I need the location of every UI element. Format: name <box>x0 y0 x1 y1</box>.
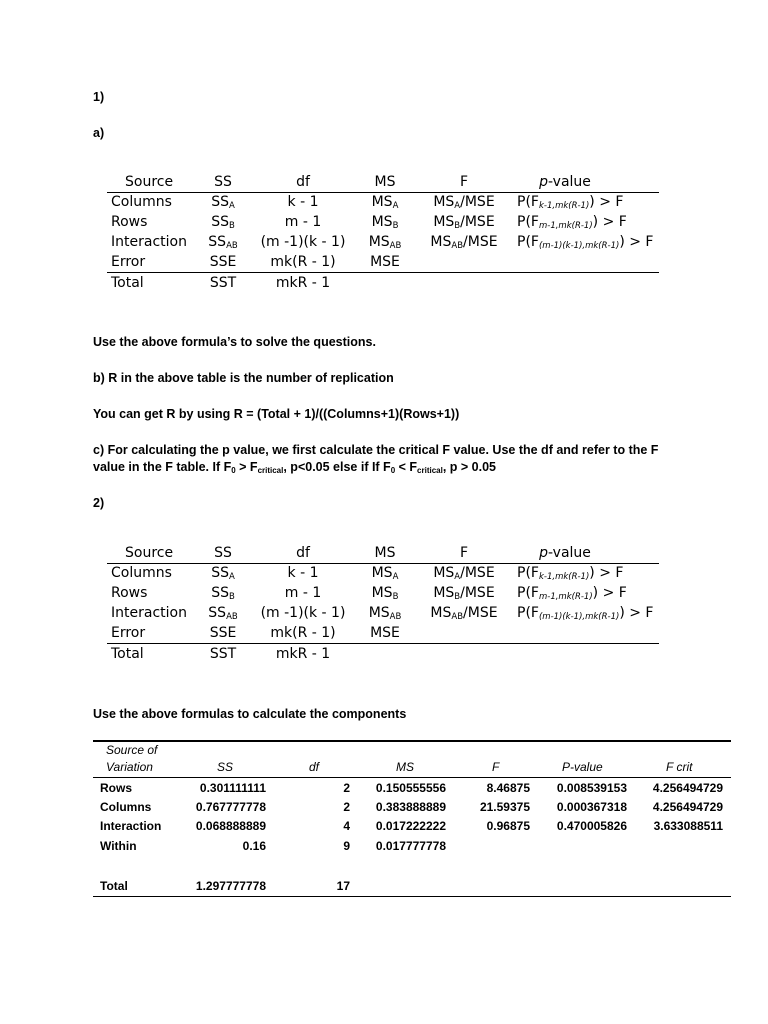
anova-row-pvalue: 0.470005826 <box>556 819 627 833</box>
anova-header-ms: MS <box>396 760 414 774</box>
anova-row-ms: 0.017222222 <box>375 819 446 833</box>
formula-row <box>107 273 659 293</box>
formula-ss: $SS_{AB}$ <box>208 605 238 622</box>
formula-df: k - 1 <box>287 194 319 210</box>
anova-row-pvalue: 0.000367318 <box>556 800 627 814</box>
formula-ms: $MS_A$ <box>371 565 399 582</box>
formula-row <box>107 212 659 232</box>
formula-header-pvalue: p-value <box>539 545 591 561</box>
r-formula-text: You can get R by using R = (Total + 1)/((Columns+1)(Rows+1)) <box>93 407 460 421</box>
formula-df: k - 1 <box>287 565 319 581</box>
formula-df: m - 1 <box>284 585 322 601</box>
formula-ss: SSE <box>209 254 237 270</box>
anova-row-fcrit: 4.256494729 <box>652 781 723 795</box>
anova-bottom-rule <box>93 896 731 897</box>
formula-ss: $SS_{AB}$ <box>208 234 238 251</box>
anova-header-source-2: Variation <box>106 760 153 774</box>
formula-row <box>107 252 659 272</box>
anova-row-f: 0.96875 <box>486 819 530 833</box>
formula-row <box>107 583 659 603</box>
formula-pvalue: $P(F_{k-1,mk(R-1)}) > F$ <box>517 565 624 582</box>
formula-pvalue: $P(F_{k-1,mk(R-1)}) > F$ <box>517 194 624 211</box>
anova-header-pvalue: P-value <box>562 760 603 774</box>
formula-df: mk(R - 1) <box>270 254 336 270</box>
anova-row-f: 8.46875 <box>486 781 530 795</box>
anova-total-ss: 1.297777778 <box>195 879 266 893</box>
formula-source: Interaction <box>111 234 187 250</box>
anova-row-ss: 0.068888889 <box>195 819 266 833</box>
formula-df: mk(R - 1) <box>270 625 336 641</box>
formula-source: Interaction <box>111 605 187 621</box>
formula-ss: SST <box>209 646 237 662</box>
part-c-text: c) For calculating the p value, we first calculate the critical F value. Use the df and refer to the F value in the F table. If $F_0 > F_{critical}$, p<0.05 else if If $F_0 < F_{critical}$, p > 0.05 <box>93 443 659 475</box>
anova-header-fcrit: F crit <box>666 760 693 774</box>
formula-total-rule <box>107 272 659 273</box>
formula-source: Total <box>111 646 144 662</box>
anova-row-ss: 0.301111111 <box>199 781 266 795</box>
formula-row <box>107 644 659 664</box>
part-b-text: b) R in the above table is the number of replication <box>93 371 394 385</box>
formula-header-df: df <box>296 545 310 561</box>
anova-row-f: 21.59375 <box>479 800 530 814</box>
anova-row-ss: 0.16 <box>242 839 266 853</box>
formula-ss: SST <box>209 275 237 291</box>
formula-row <box>107 563 659 583</box>
anova-row-name: Rows <box>100 781 133 795</box>
formula-header-ss: SS <box>214 545 232 561</box>
formula-df: (m -1)(k - 1) <box>260 234 346 250</box>
anova-row-ms: 0.150555556 <box>375 781 446 795</box>
formula-header-row <box>107 543 659 563</box>
formula-total-rule <box>107 643 659 644</box>
anova-row-df: 9 <box>343 839 350 853</box>
formula-pvalue: $P(F_{m-1,mk(R-1)}) > F$ <box>517 214 627 231</box>
formula-ss: $SS_A$ <box>211 565 235 582</box>
instruction-text-1: Use the above formula’s to solve the questions. <box>93 335 376 349</box>
formula-ss: $SS_A$ <box>211 194 235 211</box>
formula-ms: $MS_{AB}$ <box>368 605 402 622</box>
anova-row-ms: 0.383888889 <box>375 800 446 814</box>
formula-header-source: Source <box>125 545 174 561</box>
formula-pvalue: $P(F_{(m-1)(k-1),mk(R-1)}) > F$ <box>517 605 654 622</box>
formula-ss: $SS_B$ <box>211 214 235 231</box>
anova-header-source-1: Source of <box>106 743 158 757</box>
anova-header-df: df <box>309 760 320 774</box>
formula-row <box>107 623 659 643</box>
formula-ms: MSE <box>370 254 400 270</box>
anova-row-ms: 0.017777778 <box>375 839 446 853</box>
formula-ms: MSE <box>370 625 400 641</box>
anova-row-df: 2 <box>343 781 350 795</box>
formula-source: Columns <box>111 194 172 210</box>
formula-ss: SSE <box>209 625 237 641</box>
formula-pvalue: $P(F_{(m-1)(k-1),mk(R-1)}) > F$ <box>517 234 654 251</box>
formula-header-f: F <box>459 545 469 561</box>
formula-f: $MS_B$/MSE <box>433 585 495 602</box>
formula-source: Columns <box>111 565 172 581</box>
anova-header-ss: SS <box>217 760 234 774</box>
formula-ms: $MS_{AB}$ <box>368 234 402 251</box>
formula-f: $MS_{AB}$/MSE <box>430 605 498 622</box>
formula-header-ss: SS <box>214 174 232 190</box>
anova-total-df: 17 <box>336 879 350 893</box>
anova-row-pvalue: 0.008539153 <box>556 781 627 795</box>
formula-header-row <box>107 172 659 192</box>
formula-pvalue: $P(F_{m-1,mk(R-1)}) > F$ <box>517 585 627 602</box>
formula-header-ms: MS <box>374 545 396 561</box>
formula-row <box>107 603 659 623</box>
formula-ms: $MS_A$ <box>371 194 399 211</box>
anova-row-name: Within <box>100 839 137 853</box>
instruction-text-2: Use the above formulas to calculate the components <box>93 707 407 721</box>
formula-ss: $SS_B$ <box>211 585 235 602</box>
formula-ms: $MS_B$ <box>371 585 399 602</box>
anova-row-name: Columns <box>100 800 152 814</box>
formula-df: m - 1 <box>284 214 322 230</box>
question-2-number: 2) <box>93 496 105 510</box>
anova-row-fcrit: 3.633088511 <box>653 819 723 833</box>
formula-header-ms: MS <box>374 174 396 190</box>
formula-df: (m -1)(k - 1) <box>260 605 346 621</box>
anova-row-df: 2 <box>343 800 350 814</box>
anova-row-ss: 0.767777778 <box>195 800 266 814</box>
anova-header-f: F <box>492 760 500 774</box>
formula-df: mkR - 1 <box>275 275 331 291</box>
formula-row <box>107 192 659 212</box>
anova-row-fcrit: 4.256494729 <box>652 800 723 814</box>
formula-header-f: F <box>459 174 469 190</box>
formula-df: mkR - 1 <box>275 646 331 662</box>
formula-source: Error <box>111 625 146 641</box>
formula-source: Rows <box>111 214 148 230</box>
formula-f: $MS_A$/MSE <box>433 194 495 211</box>
formula-f: $MS_{AB}$/MSE <box>430 234 498 251</box>
formula-source: Error <box>111 254 146 270</box>
anova-top-rule <box>93 740 731 742</box>
formula-header-pvalue: p-value <box>539 174 591 190</box>
formula-source: Total <box>111 275 144 291</box>
formula-ms: $MS_B$ <box>371 214 399 231</box>
formula-f: $MS_B$/MSE <box>433 214 495 231</box>
anova-row-name: Interaction <box>100 819 162 833</box>
question-1a-label: a) <box>93 126 105 140</box>
anova-row-df: 4 <box>343 819 350 833</box>
formula-header-source: Source <box>125 174 174 190</box>
anova-total-name: Total <box>100 879 128 893</box>
formula-source: Rows <box>111 585 148 601</box>
formula-header-df: df <box>296 174 310 190</box>
formula-row <box>107 232 659 252</box>
question-1-number: 1) <box>93 90 105 104</box>
anova-header-rule <box>93 777 731 778</box>
formula-f: $MS_A$/MSE <box>433 565 495 582</box>
